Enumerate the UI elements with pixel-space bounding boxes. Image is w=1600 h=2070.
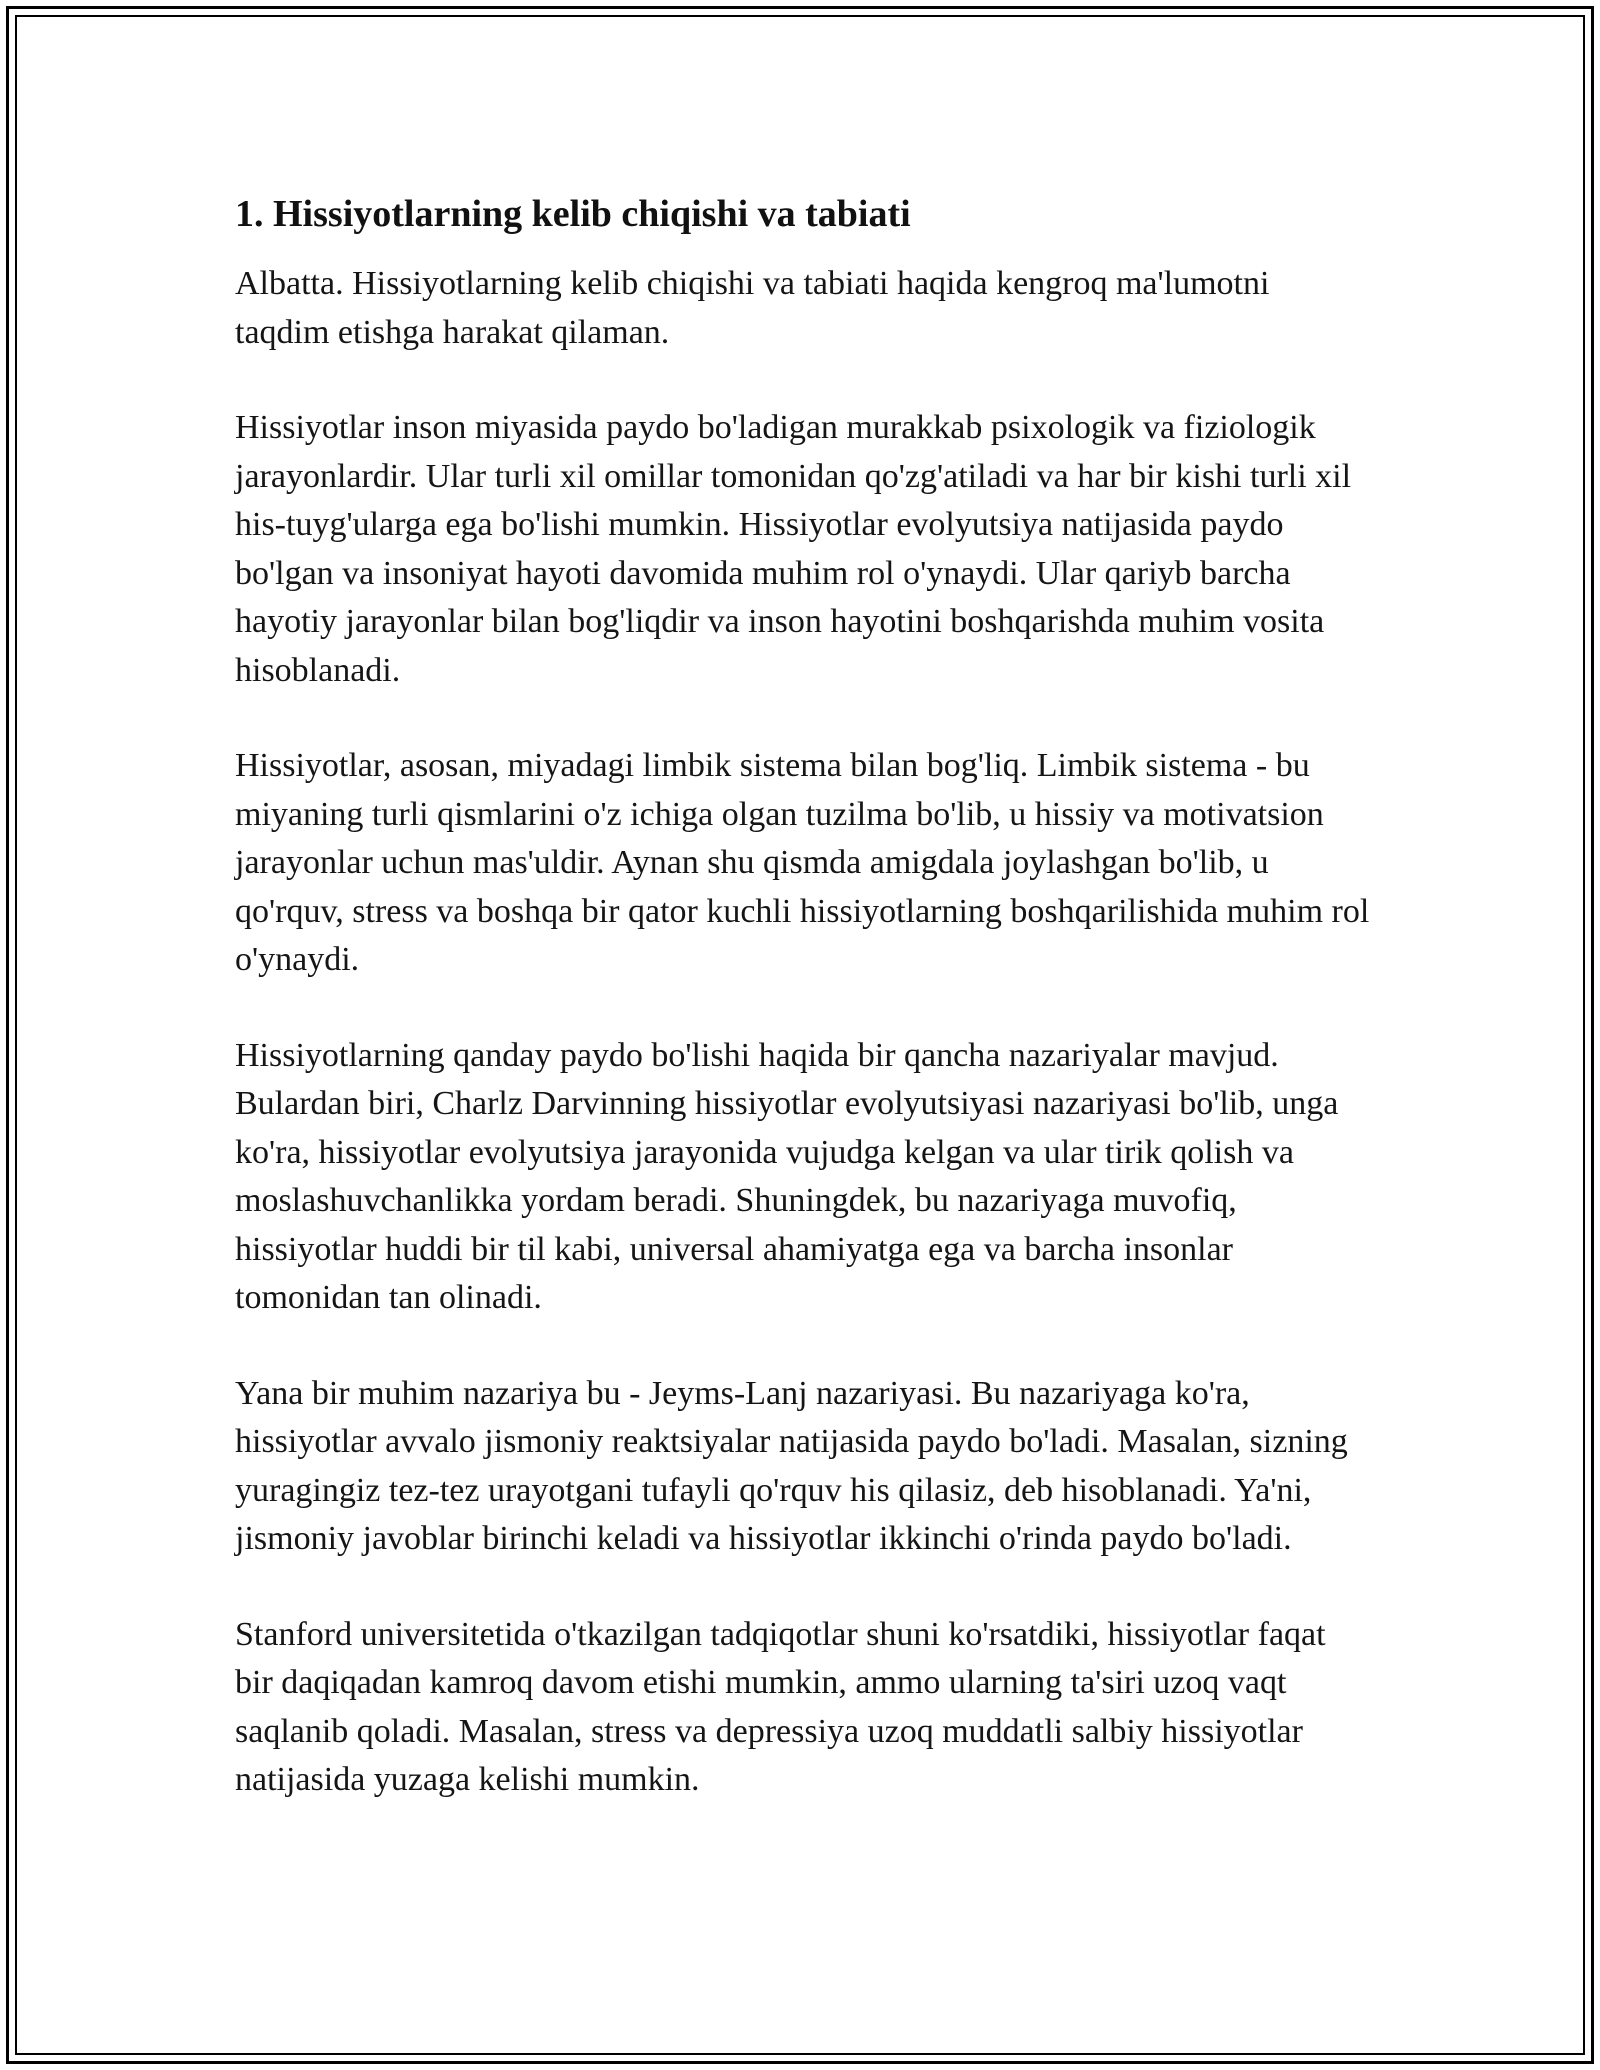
section-heading: 1. Hissiyotlarning kelib chiqishi va tabiati: [235, 193, 911, 235]
paragraph-intro: Albatta. Hissiyotlarning kelib chiqishi va tabiati haqida kengroq ma'lumotni taqdim etishga harakat qilaman.: [235, 265, 1270, 351]
paragraph-james-lange-theory: Yana bir muhim nazariya bu - Jeyms-Lanj nazariyasi. Bu nazariyaga ko'ra, hissiyotlar avvalo jismoniy reaktsiyalar natijasida paydo bo'ladi. Masalan, sizning yuragingiz tez-tez urayotgani tufayli qo'rquv his qilasiz, deb hisoblanadi. Ya'ni, jismoniy javoblar birinchi keladi va hissiyotlar ikkinchi o'rinda paydo bo'ladi.: [235, 1374, 1348, 1557]
document-body: [235, 190, 1370, 1852]
paragraph-limbic-system: Hissiyotlar, asosan, miyadagi limbik sistema bilan bog'liq. Limbik sistema - bu miyaning turli qismlarini o'z ichiga olgan tuzilma bo'lib, u hissiy va motivatsion jarayonlar uchun mas'uldir. Aynan shu qismda amigdala joylashgan bo'lib, u qo'rquv, stress va boshqa bir qator kuchli hissiyotlarning boshqarilishida muhim rol o'ynaydi.: [235, 747, 1370, 978]
paragraph-definition: Hissiyotlar inson miyasida paydo bo'ladigan murakkab psixologik va fiziologik jarayonlardir. Ular turli xil omillar tomonidan qo'zg'atiladi va har bir kishi turli xil his-tuyg'ularga ega bo'lishi mumkin. Hissiyotlar evolyutsiya natijasida paydo bo'lgan va insoniyat hayoti davomida muhim rol o'ynaydi. Ular qariyb barcha hayotiy jarayonlar bilan bog'liqdir va inson hayotini boshqarishda muhim vosita hisoblanadi.: [235, 409, 1352, 689]
paragraph-darwin-theory: Hissiyotlarning qanday paydo bo'lishi haqida bir qancha nazariyalar mavjud. Bulardan biri, Charlz Darvinning hissiyotlar evolyutsiyasi nazariyasi bo'lib, unga ko'ra, hissiyotlar evolyutsiya jarayonida vujudga kelgan va ular tirik qolish va moslashuvchanlikka yordam beradi. Shuningdek, bu nazariyaga muvofiq, hissiyotlar huddi bir til kabi, universal ahamiyatga ega va barcha insonlar tomonidan tan olinadi.: [235, 1036, 1339, 1316]
paragraph-stanford-research: Stanford universitetida o'tkazilgan tadqiqotlar shuni ko'rsatdiki, hissiyotlar faqat bir daqiqadan kamroq davom etishi mumkin, ammo ularning ta'siri uzoq vaqt saqlanib qoladi. Masalan, stress va depressiya uzoq muddatli salbiy hissiyotlar natijasida yuzaga kelishi mumkin.: [235, 1615, 1326, 1798]
